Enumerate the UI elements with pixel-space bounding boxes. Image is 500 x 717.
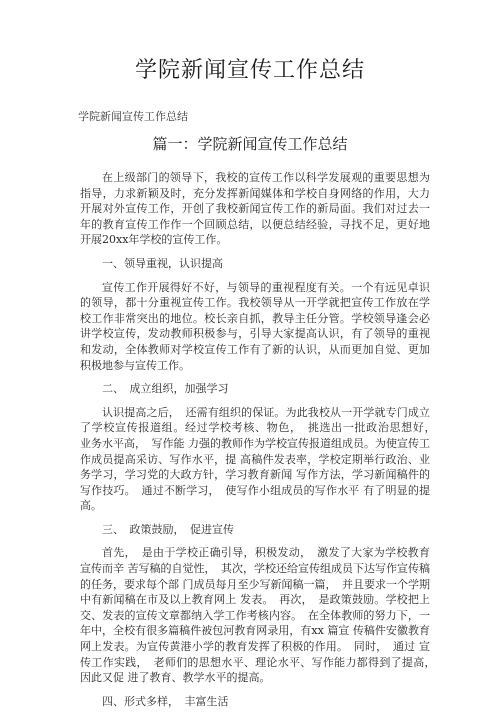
section-title: 篇一：学院新闻宣传工作总结 bbox=[152, 135, 348, 153]
document-title: 学院新闻宣传工作总结 bbox=[134, 58, 365, 83]
paragraph-leadership: 宣传工作开展得好不好，与领导的重视程度有关。一个有远见卓识的领导，都十分重视宣传工作。我校领导从一开学就把宣传工作放在学校工作非常突出的地位。校长亲自抓，教导主任分管。学校领导逢会必讲学校宣传，发动教师积极参与，引导大家提高认识，有了领导的重视和发动，全体教师对学校宣传工作有了新的认识，从而更加自觉、更加积极地参与宣传工作。 bbox=[80, 280, 430, 372]
heading-organization: 二、 成立组织，加强学习 bbox=[102, 382, 229, 396]
document-body bbox=[80, 170, 441, 717]
heading-policy: 三、 政策鼓励， 促进宣传 bbox=[102, 522, 234, 536]
paragraph-intro: 在上级部门的领导下，我校的宣传工作以科学发展观的重要思想为指导，力求新颖及时，充分发挥新闻媒体和学校自身网络的作用，大力开展对外宣传工作，开创了我校新闻宣传工作的新局面。我们对过去一年的教育宣传工作作一个回顾总结，以便总结经验，寻找不足，更好地开展20xx年学校的宣传工作。 bbox=[80, 171, 430, 247]
heading-activities: 四、形式多样， 丰富生活 bbox=[102, 694, 229, 708]
paragraph-organization: 认识提高之后， 还需有组织的保证。为此我校从一开学就专门成立了学校宣传报道组。经过学校考核、物色， 挑选出一批政治思想好， 业务水平高， 写作能 力强的教师作为学校宣传报道组成员。为使宣传工作成员提高采访、写作水平，提 高稿件发表率，学校定期举行政治、业务学习，学习党的大政方针，学习教育新闻 写作方法，学习新闻稿件的写作技巧。 通过不断学习， 使写作小组成员的写作水平 有了明显的提高。 bbox=[80, 405, 441, 513]
paragraph-policy: 首先， 是由于学校正确引导，积极发动， 激发了大家为学校教育宣传而辛 苦写稿的自觉性， 其次，学校还给宣传组成员下达写作宣传稿的任务，要求每个部 门成员每月至少写新闻稿一篇， 并且要求一个学期中有新闻稿在市及以上教育网上 发表。 再次， 是政策鼓励。学校把上交、发表的宣传文章都纳入学工作考核内容。 在全体教师的努力下，一年中，全校有很多篇稿件被包河教育网录用，有xx 篇宣 传稿件安徽教育网上发表。为宣传黄港小学的教育发挥了积极的作用。 同时， 通过 宣传工作实践， 老师们的思想水平、理论水平、写作能力都得到了提高， 因此又促 进了教育、教学水平的提高。 bbox=[80, 546, 441, 685]
heading-leadership: 一、领导重视，认识提高 bbox=[102, 256, 223, 270]
document-subtitle-line: 学院新闻宣传工作总结 bbox=[78, 110, 188, 123]
